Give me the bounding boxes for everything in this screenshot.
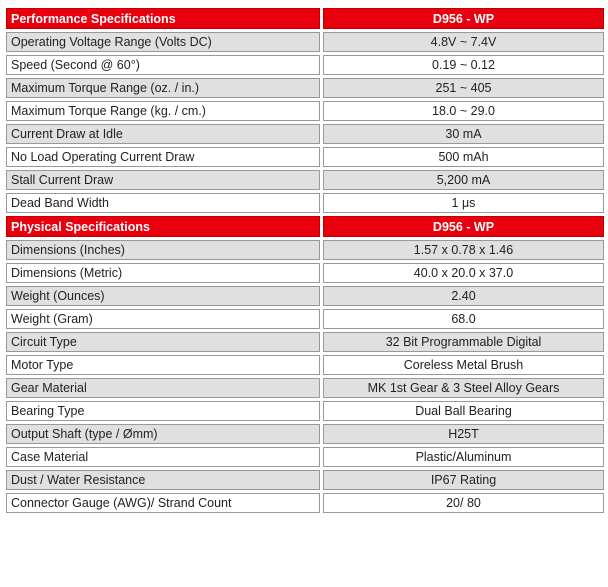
spec-label: Dead Band Width <box>6 193 320 213</box>
spec-label: Maximum Torque Range (oz. / in.) <box>6 78 320 98</box>
table-row <box>6 170 604 190</box>
table-row <box>6 378 604 398</box>
spec-label: Current Draw at Idle <box>6 124 320 144</box>
spec-value: 0.19 ~ 0.12 <box>323 55 604 75</box>
spec-value: 2.40 <box>323 286 604 306</box>
spec-table <box>3 5 607 516</box>
spec-label: Motor Type <box>6 355 320 375</box>
table-row <box>6 147 604 167</box>
spec-label: Dimensions (Inches) <box>6 240 320 260</box>
spec-label: Weight (Ounces) <box>6 286 320 306</box>
spec-label: Circuit Type <box>6 332 320 352</box>
spec-value: Plastic/Aluminum <box>323 447 604 467</box>
spec-value: 500 mAh <box>323 147 604 167</box>
spec-value: Coreless Metal Brush <box>323 355 604 375</box>
table-row <box>6 78 604 98</box>
performance-header-row <box>6 8 604 29</box>
table-row <box>6 355 604 375</box>
spec-label: Weight (Gram) <box>6 309 320 329</box>
spec-value: 30 mA <box>323 124 604 144</box>
table-row <box>6 32 604 52</box>
spec-value: 40.0 x 20.0 x 37.0 <box>323 263 604 283</box>
spec-value: MK 1st Gear & 3 Steel Alloy Gears <box>323 378 604 398</box>
spec-value: 1.57 x 0.78 x 1.46 <box>323 240 604 260</box>
spec-label: Connector Gauge (AWG)/ Strand Count <box>6 493 320 513</box>
spec-value: 18.0 ~ 29.0 <box>323 101 604 121</box>
spec-value: 1 μs <box>323 193 604 213</box>
spec-label: No Load Operating Current Draw <box>6 147 320 167</box>
spec-label: Stall Current Draw <box>6 170 320 190</box>
spec-label: Maximum Torque Range (kg. / cm.) <box>6 101 320 121</box>
performance-section-title: Performance Specifications <box>6 8 320 29</box>
spec-value: 251 ~ 405 <box>323 78 604 98</box>
table-row <box>6 493 604 513</box>
spec-value: Dual Ball Bearing <box>323 401 604 421</box>
table-row <box>6 424 604 444</box>
spec-label: Case Material <box>6 447 320 467</box>
table-row <box>6 55 604 75</box>
spec-value: 68.0 <box>323 309 604 329</box>
table-row <box>6 124 604 144</box>
spec-value: 32 Bit Programmable Digital <box>323 332 604 352</box>
table-row <box>6 332 604 352</box>
table-row <box>6 101 604 121</box>
spec-label: Speed (Second @ 60°) <box>6 55 320 75</box>
table-row <box>6 263 604 283</box>
table-row <box>6 401 604 421</box>
spec-value: 5,200 mA <box>323 170 604 190</box>
spec-label: Dust / Water Resistance <box>6 470 320 490</box>
spec-value: IP67 Rating <box>323 470 604 490</box>
table-row <box>6 240 604 260</box>
spec-value: 20/ 80 <box>323 493 604 513</box>
table-row <box>6 309 604 329</box>
physical-model-name: D956 - WP <box>323 216 604 237</box>
table-row <box>6 193 604 213</box>
spec-label: Gear Material <box>6 378 320 398</box>
spec-label: Bearing Type <box>6 401 320 421</box>
spec-label: Dimensions (Metric) <box>6 263 320 283</box>
table-row <box>6 286 604 306</box>
table-row <box>6 470 604 490</box>
table-row <box>6 447 604 467</box>
spec-label: Operating Voltage Range (Volts DC) <box>6 32 320 52</box>
spec-label: Output Shaft (type / Ømm) <box>6 424 320 444</box>
spec-value: H25T <box>323 424 604 444</box>
spec-value: 4.8V ~ 7.4V <box>323 32 604 52</box>
physical-header-row <box>6 216 604 237</box>
physical-section-title: Physical Specifications <box>6 216 320 237</box>
performance-model-name: D956 - WP <box>323 8 604 29</box>
